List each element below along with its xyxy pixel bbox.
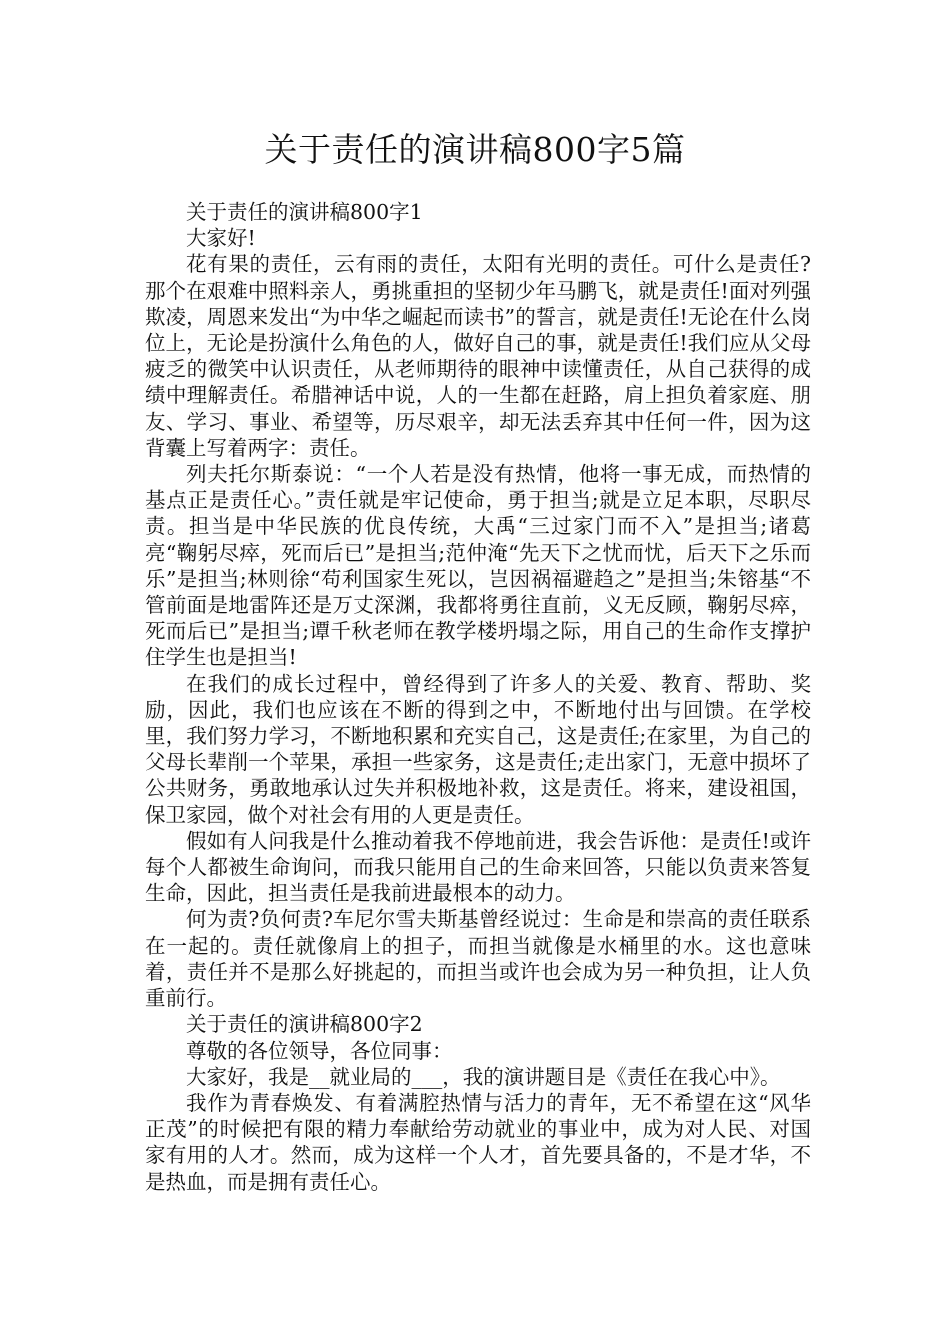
salutation-paragraph: 尊敬的各位领导，各位同事： (186, 1038, 453, 1063)
body-paragraph: 假如有人问我是什么推动着我不停地前进，我会告诉他：是责任!或许每个人都被生命询问，而我只能用自己的生命来回答，只能以负责来答复生命，因此，担当责任是我前进最根本的动力。 (145, 828, 811, 906)
body-paragraph: 在我们的成长过程中，曾经得到了许多人的关爱、教育、帮助、奖励，因此，我们也应该在不断的得到之中，不断地付出与回馈。在学校里，我们努力学习，不断地积累和充实自己，这是责任;在家里，为自己的父母长辈削一个苹果，承担一些家务，这是责任;走出家门，无意中损坏了公共财务，勇敢地承认过失并积极地补救，这是责任。将来，建设祖国，保卫家园，做个对社会有用的人更是责任。 (145, 671, 811, 827)
body-paragraph: 列夫托尔斯泰说：“一个人若是没有热情，他将一事无成，而热情的基点正是责任心。”责任就是牢记使命，勇于担当;就是立足本职，尽职尽责。担当是中华民族的优良传统，大禹“三过家门而不入”是担当;诸葛亮“鞠躬尽瘁，死而后已”是担当;范仲淹“先天下之忧而忧，后天下之乐而乐”是担当;林则徐“苟利国家生死以，岂因祸福避趋之”是担当;朱镕基“不管前面是地雷阵还是万丈深渊，我都将勇往直前，义无反顾，鞠躬尽瘁，死而后已”是担当;谭千秋老师在教学楼坍塌之际，用自己的生命作支撑护住学生也是担当! (145, 462, 811, 670)
body-paragraph: 花有果的责任，云有雨的责任，太阳有光明的责任。可什么是责任?那个在艰难中照料亲人，勇挑重担的坚韧少年马鹏飞，就是责任!面对列强欺凌，周恩来发出“为中华之崛起而读书”的誓言，就是责任!无论在什么岗位上，无论是扮演什么角色的人，做好自己的事，就是责任!我们应从父母疲乏的微笑中认识责任，从老师期待的眼神中读懂责任，从自己获得的成绩中理解责任。希腊神话中说，人的一生都在赶路，肩上担负着家庭、朋友、学习、事业、希望等，历尽艰辛，却无法丢弃其中任何一件，因为这背囊上写着两字：责任。 (145, 252, 811, 460)
document-body (145, 199, 811, 1195)
body-paragraph: 大家好，我是__就业局的___，我的演讲题目是《责任在我心中》。 (186, 1064, 781, 1089)
body-paragraph: 我作为青春焕发、有着满腔热情与活力的青年，无不希望在这“风华正茂”的时候把有限的精力奉献给劳动就业的事业中，成为对人民、对国家有用的人才。然而，成为这样一个人才，首先要具备的，不是才华，不是热血，而是拥有责任心。 (145, 1090, 811, 1194)
greeting-paragraph: 大家好! (186, 226, 256, 251)
body-paragraph: 何为责?负何责?车尼尔雪夫斯基曾经说过：生命是和崇高的责任联系在一起的。责任就像肩上的担子，而担当就像是水桶里的水。这也意味着，责任并不是那么好挑起的，而担当或许也会成为另一种负担，让人负重前行。 (145, 907, 811, 1011)
section-heading-2: 关于责任的演讲稿800字2 (186, 1012, 423, 1037)
document-title: 关于责任的演讲稿800字5篇 (264, 130, 686, 169)
section-heading-1: 关于责任的演讲稿800字1 (186, 200, 423, 224)
